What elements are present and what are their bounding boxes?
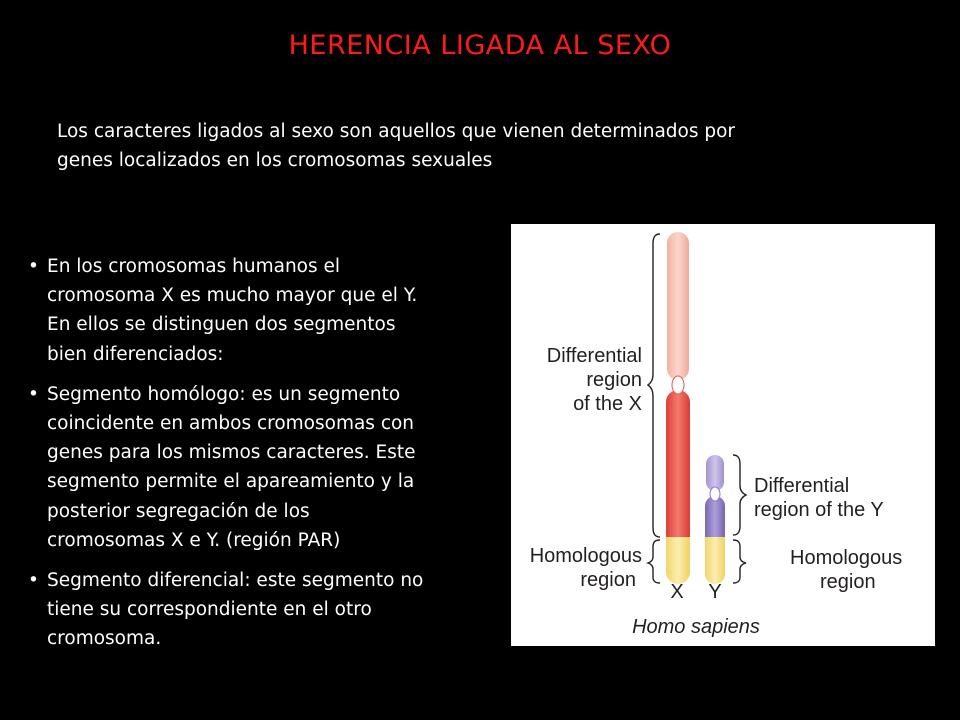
label-homol-right-2: region (820, 571, 876, 593)
intro-text (57, 117, 877, 175)
label-diff-x-3: of the X (573, 393, 642, 415)
bullet-list (28, 252, 506, 665)
bullet-item (28, 380, 506, 555)
bullet-line: posterior segregación de los (47, 500, 310, 522)
bullet-line: cromosomas X e Y. (región PAR) (47, 529, 341, 551)
intro-line-2: genes localizados en los cromosomas sexuales (57, 150, 493, 171)
bullet-line: En los cromosomas humanos el (47, 256, 341, 277)
x-centromere (672, 376, 684, 394)
intro-line-1: Los caracteres ligados al sexo son aquellos que vienen determinados por (57, 121, 736, 142)
bullet-item (28, 566, 506, 654)
chromosome-diagram (511, 224, 935, 646)
bullet-line: cromosoma X es mucho mayor que el Y. (47, 285, 418, 307)
label-homol-right-1: Homologous (790, 547, 903, 569)
bracket-diff-x (648, 234, 660, 537)
label-homol-left-2: region (580, 569, 636, 591)
label-x: X (670, 581, 684, 603)
bullet-line: Segmento diferencial: este segmento no (47, 570, 424, 592)
slide-title: HERENCIA LIGADA AL SEXO (288, 30, 672, 61)
bracket-diff-y (733, 455, 746, 535)
bracket-homol-left (648, 540, 660, 583)
x-upper-arm (667, 232, 689, 380)
bullet-line: genes para los mismos caracteres. Este (47, 442, 416, 464)
y-homologous-segment (705, 537, 725, 584)
x-homologous-segment (666, 537, 690, 584)
bullet-dot: • (28, 570, 39, 592)
label-species: Homo sapiens (632, 616, 760, 638)
bullet-line: Segmento homólogo: es un segmento (47, 383, 401, 405)
label-diff-y-1: Differential (754, 475, 850, 497)
bullet-dot: • (28, 383, 39, 405)
bullet-line: segmento permite el apareamiento y la (47, 471, 415, 493)
label-diff-y-2: region of the Y (754, 499, 884, 521)
y-upper-arm (706, 455, 724, 491)
x-lower-arm (666, 390, 690, 537)
y-chromosome (705, 455, 725, 584)
bracket-homol-right (733, 540, 746, 583)
bullet-line: cromosoma. (47, 628, 162, 650)
chromosome-figure (511, 224, 935, 646)
y-centromere (710, 487, 720, 501)
y-lower-arm (705, 496, 725, 537)
bullet-dot: • (28, 256, 39, 277)
bullet-line: bien diferenciados: (47, 343, 224, 365)
bullet-line: En ellos se distinguen dos segmentos (47, 314, 396, 336)
bullet-line: coincidente en ambos cromosomas con (47, 413, 415, 435)
label-y: Y (708, 581, 722, 603)
label-diff-x-2: region (586, 369, 642, 391)
label-homol-left-1: Homologous (529, 545, 642, 567)
bullet-line: tiene su correspondiente en el otro (47, 599, 372, 621)
label-diff-x-1: Differential (546, 345, 642, 367)
bullet-item (28, 252, 506, 369)
x-chromosome (666, 232, 690, 584)
